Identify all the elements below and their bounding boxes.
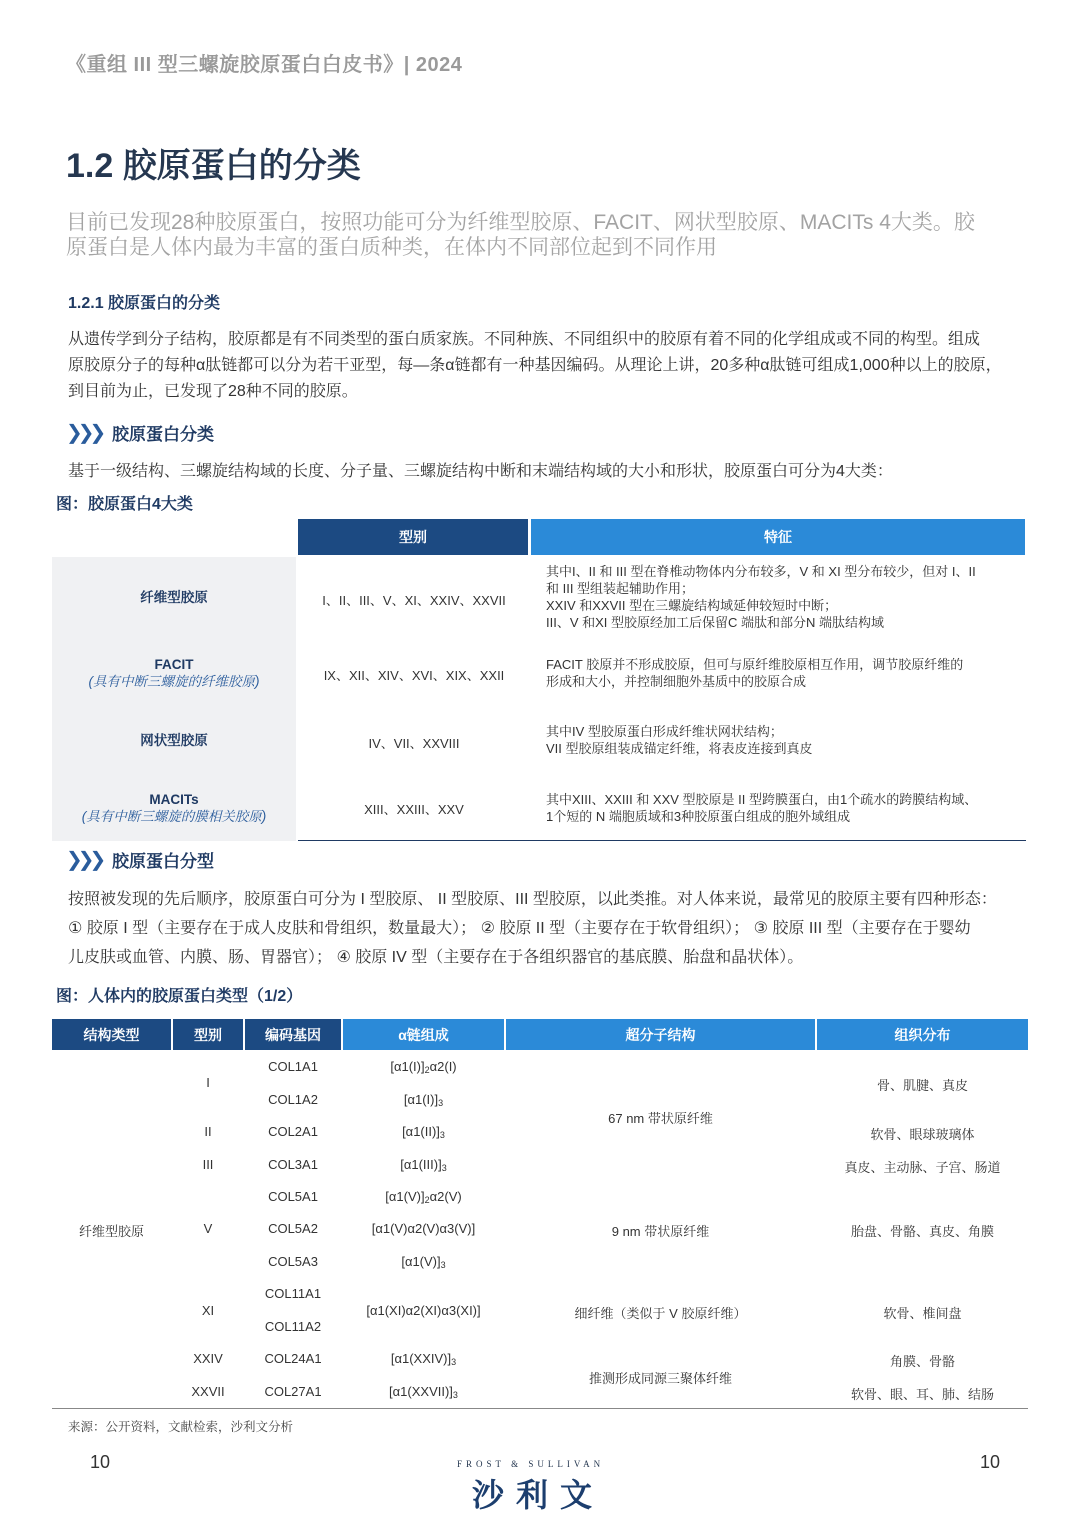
typing-heading <box>66 847 214 872</box>
paragraph-line: 原胶原分子的每种α肽链都可以分为若干亚型，每—条α链都有一种基因编码。从理论上讲，20多种α肽链可组成1,000种以上的胶原， <box>68 357 1002 374</box>
table-header-type: 型别 <box>298 519 528 555</box>
table2-type: III <box>202 1157 214 1172</box>
table2-header: 组织分布 <box>817 1019 1028 1050</box>
table-row-feature: 其中IV 型胶原蛋白形成纤维状网状结构； VII 型胶原组装成锚定纤维，将表皮连接到真皮 <box>546 724 813 756</box>
table2-gene: COL5A3 <box>268 1254 318 1269</box>
classification-lead: 基于一级结构、三螺旋结构域的长度、分子量、三螺旋结构中断和末端结构域的大小和形状，胶原蛋白可分为4大类： <box>68 463 893 480</box>
table2-type: V <box>203 1221 213 1236</box>
table2-tissue: 真皮、主动脉、子宫、肠道 <box>844 1160 1001 1175</box>
page-number-left: 10 <box>90 1452 111 1472</box>
table2-supra: 67 nm 带状原纤维 <box>608 1111 713 1126</box>
table2-bottom-rule <box>52 1408 1028 1409</box>
table2-chain: $[\alpha 1(XXIV)]_3$ <box>390 1351 457 1367</box>
table2-header: 编码基因 <box>245 1019 341 1050</box>
paragraph-line: 儿皮肤或血管、内膜、肠、胃器官）； ④ 胶原 IV 型（主要存在于各组织器官的基底膜、胎盘和晶状体）。 <box>68 949 804 966</box>
table2-chain: $[\alpha 1(I)]_3$ <box>403 1092 444 1108</box>
table-row-types: XIII、XXIII、XXV <box>364 802 464 817</box>
table2-chain: [α1(XI)α2(XI)α3(XI)] <box>366 1303 481 1318</box>
table-row-label: FACIT (具有中断三螺旋的纤维胶原) <box>88 657 260 689</box>
table-row-feature: 其中XIII、XXIII 和 XXV 型胶原是 II 型跨膜蛋白，由1个疏水的跨膜结构域、 1个短的 N 端胞质域和3种胶原蛋白组成的胞外域组成 <box>546 792 978 824</box>
table-row-label: 纤维型胶原 <box>140 590 208 605</box>
paragraph-line: ① 胶原 I 型（主要存在于成人皮肤和骨组织，数量最大）； ② 胶原 II 型（主要存在于软骨组织）； ③ 胶原 III 型（主要存在于婴幼 <box>68 920 971 937</box>
table2-header: 超分子结构 <box>506 1019 815 1050</box>
table-row-label: MACITs (具有中断三螺旋的膜相关胶原) <box>81 792 267 824</box>
table2-gene: COL11A2 <box>264 1319 322 1334</box>
table2-gene: COL1A2 <box>268 1092 318 1107</box>
heading-label: 胶原蛋白分型 <box>112 852 214 871</box>
table2-type: I <box>206 1075 210 1090</box>
figure-caption: 图：人体内的胶原蛋白类型（1/2） <box>56 988 303 1005</box>
table2-gene: COL3A1 <box>268 1157 318 1172</box>
table2-structure: 纤维型胶原 <box>78 1224 144 1239</box>
intro-line: 目前已发现28种胶原蛋白，按照功能可分为纤维型胶原、FACIT、网状型胶原、MACITs 4大类。胶 <box>66 211 975 234</box>
table2-gene: COL5A2 <box>268 1221 318 1236</box>
table2-chain: $[\alpha 1(III)]_3$ <box>400 1157 447 1173</box>
table2-tissue: 胎盘、骨骼、真皮、角膜 <box>850 1224 994 1239</box>
table2-gene: COL24A1 <box>264 1351 322 1366</box>
table2-tissue: 软骨、眼球玻璃体 <box>870 1127 975 1142</box>
paragraph-line: 从遗传学到分子结构，胶原都是有不同类型的蛋白质家族。不同种族、不同组织中的胶原有着不同的化学组成或不同的构型。组成 <box>68 331 981 348</box>
paragraph-line: 到目前为止，已发现了28种不同的胶原。 <box>68 383 358 400</box>
table2-gene: COL5A1 <box>268 1189 318 1204</box>
table2-chain: [α1(V)α2(V)α3(V)] <box>371 1221 476 1236</box>
table2-chain: $[\alpha 1(V)]_2\alpha 2(V)$ <box>385 1189 462 1205</box>
table2-header: 型别 <box>173 1019 243 1050</box>
table2-type: XI <box>201 1303 215 1318</box>
table2-tissue: 软骨、椎间盘 <box>883 1306 962 1321</box>
subsection-title: 1.2.1 胶原蛋白的分类 <box>68 295 221 312</box>
table2-chain: $[\alpha 1(I)]_2\alpha 2(I)$ <box>390 1059 457 1075</box>
subsection-paragraph <box>68 327 1018 405</box>
section-intro <box>66 210 1016 260</box>
logo-chinese: 沙利文 <box>472 1477 605 1513</box>
document-title: 《重组 III 型三螺旋胶原蛋白白皮书》| 2024 <box>66 54 463 76</box>
table-header-feature: 特征 <box>531 519 1025 555</box>
table2-tissue: 软骨、眼、耳、肺、结肠 <box>850 1387 994 1402</box>
table2-type: XXVII <box>191 1384 225 1399</box>
figure-caption: 图：胶原蛋白4大类 <box>56 496 193 513</box>
table-row-feature: 其中I、II 和 III 型在脊椎动物体内分布较多，V 和 XI 型分布较少，但对 I、II 和 III 型组装起辅助作用； XXIV 和XXVII 型在三螺旋结构域延伸较短时中断； III、V 和XI 型胶原经加工后保留C 端肽和部分N 端肽结构域 <box>546 564 976 630</box>
triple-chevron-icon: ❯❯❯ <box>66 849 102 871</box>
triple-chevron-icon: ❯❯❯ <box>66 422 102 444</box>
paragraph-line: 按照被发现的先后顺序，胶原蛋白可分为 I 型胶原、 II 型胶原、III 型胶原，以此类推。对人体来说，最常见的胶原主要有四种形态： <box>68 891 997 908</box>
table2-gene: COL1A1 <box>268 1059 318 1074</box>
table-row-feature: FACIT 胶原并不形成胶原，但可与原纤维胶原相互作用，调节胶原纤维的 形成和大小，并控制细胞外基质中的胶原合成 <box>546 657 964 689</box>
logo-english: FROST & SULLIVAN <box>457 1459 605 1469</box>
table2-type: II <box>204 1124 212 1139</box>
section-title: 1.2 胶原蛋白的分类 <box>66 147 361 185</box>
page-number-right: 10 <box>980 1452 1001 1472</box>
table-row-types: IX、XII、XIV、XVI、XIX、XXII <box>323 668 505 683</box>
table-row-types: IV、VII、XXVIII <box>368 736 460 751</box>
intro-line: 原蛋白是人体内最为丰富的蛋白质种类，在体内不同部位起到不同作用 <box>66 236 717 259</box>
table2-gene: COL2A1 <box>268 1124 318 1139</box>
table2-header: 结构类型 <box>52 1019 171 1050</box>
table2-chain: $[\alpha 1(V)]_3$ <box>401 1254 446 1270</box>
table2-tissue: 骨、肌腱、真皮 <box>876 1078 968 1093</box>
table2-chain: $[\alpha 1(II)]_3$ <box>402 1124 445 1140</box>
table2-gene: COL11A1 <box>264 1286 322 1301</box>
source-note: 来源：公开资料，文献检索，沙利文分析 <box>68 1420 294 1434</box>
table2-supra: 推测形成同源三聚体纤维 <box>588 1371 732 1386</box>
table2-tissue: 角膜、骨骼 <box>889 1354 955 1369</box>
classification-heading <box>66 420 214 445</box>
table2-header: α链组成 <box>343 1019 504 1050</box>
table2-gene: COL27A1 <box>264 1384 322 1399</box>
table-row-types: I、II、III、V、XI、XXIV、XXVII <box>322 593 506 608</box>
typing-paragraph <box>68 885 1018 972</box>
table2-chain: $[\alpha 1(XXVII)]_3$ <box>389 1384 458 1400</box>
table2-supra: 9 nm 带状原纤维 <box>611 1224 710 1239</box>
heading-label: 胶原蛋白分类 <box>112 425 214 444</box>
table-bottom-rule <box>298 840 1026 841</box>
table2-supra: 细纤维（类似于 V 胶原纤维） <box>574 1306 747 1321</box>
table2-type: XXIV <box>193 1351 223 1366</box>
table-row-label: 网状型胶原 <box>140 733 208 748</box>
